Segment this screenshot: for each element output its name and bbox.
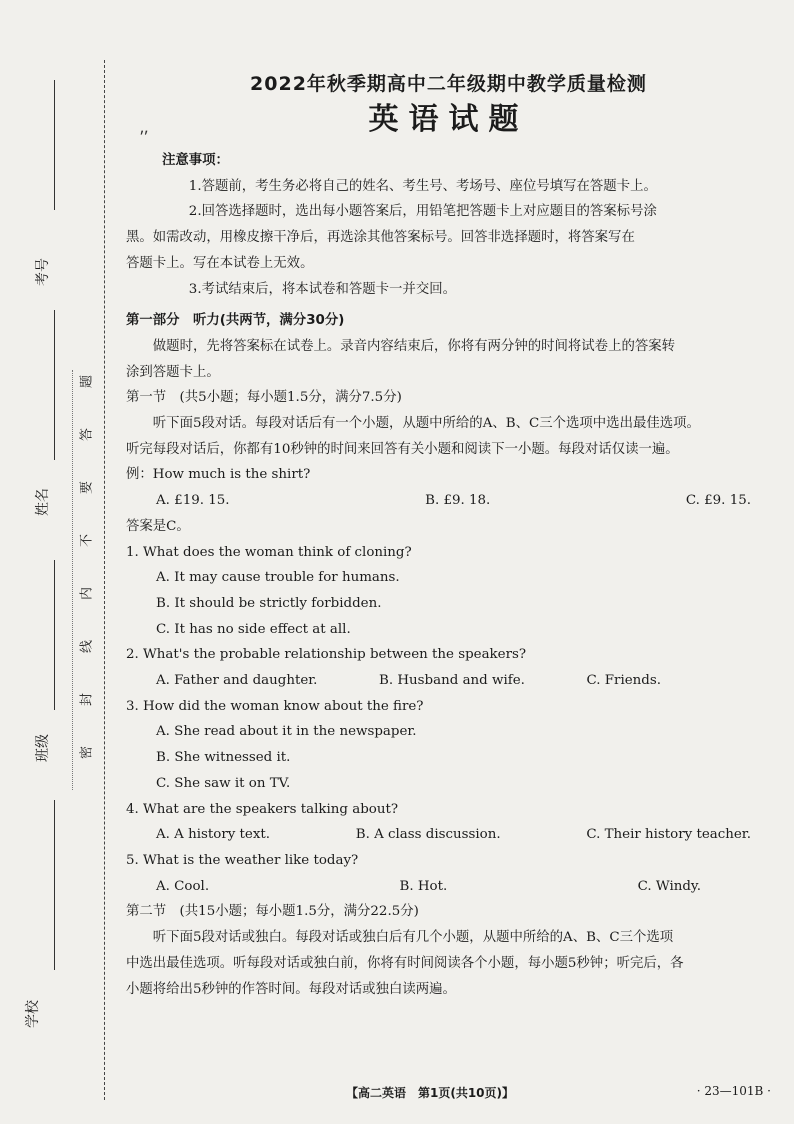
option-b: B. It should be strictly forbidden. <box>156 595 382 611</box>
seal-char: 要 <box>79 481 95 495</box>
pen-mark-icon: ⸴⸴ <box>140 120 149 139</box>
part1-heading: 第一部分 听力(共两节，满分30分) <box>126 313 345 329</box>
example-stem: 例：How much is the shirt? <box>126 467 311 483</box>
cut-line <box>104 60 105 1100</box>
option-a: A. A history text. <box>156 827 271 843</box>
option-c: C. She saw it on TV. <box>156 775 291 791</box>
section2-desc-cont: 小题将给出5秒钟的作答时间。每段对话或独白读两遍。 <box>126 981 456 997</box>
seal-char: 内 <box>79 587 95 601</box>
option-a: A. It may cause trouble for humans. <box>156 570 400 586</box>
margin-label-xingming: 姓名 <box>35 488 51 516</box>
notice-item: 1.答题前，考生务必将自己的姓名、考生号、考场号、座位号填写在答题卡上。 <box>188 178 657 194</box>
kaohao-line <box>54 80 55 210</box>
notice-heading: 注意事项： <box>162 153 229 168</box>
option-a: A. £19. 15. <box>156 493 230 509</box>
banji-line <box>54 560 55 710</box>
exam-title: 2022年秋季期高中二年级期中教学质量检测 <box>250 73 647 95</box>
notice-item-cont: 黑。如需改动，用橡皮擦干净后，再选涂其他答案标号。回答非选择题时，将答案写在 <box>126 230 635 246</box>
seal-line <box>72 370 73 790</box>
question-stem: 1. What does the woman think of cloning? <box>126 544 412 560</box>
question-options <box>126 874 771 900</box>
paper-code: · 23—101B · <box>696 1084 771 1098</box>
page-label: 【高二英语 第1页(共10页)】 <box>346 1086 515 1100</box>
part1-intro-cont: 涂到答题卡上。 <box>126 364 220 380</box>
option-b: B. Hot. <box>399 878 448 894</box>
notice-item: 2.回答选择题时，选出每小题答案后，用铅笔把答题卡上对应题目的答案标号涂 <box>188 204 657 220</box>
section1-desc-cont: 听完每段对话后，你都有10秒钟的时间来回答有关小题和阅读下一小题。每段对话仅读一遍。 <box>126 441 679 457</box>
seal-char: 题 <box>79 375 95 389</box>
margin-label-kaohao: 考号 <box>35 258 51 286</box>
question-options <box>126 668 771 694</box>
seal-char: 线 <box>79 640 95 654</box>
example-answer: 答案是C。 <box>126 518 190 534</box>
binding-margin <box>0 0 110 1124</box>
seal-char: 密 <box>79 746 95 760</box>
xingming-line <box>54 310 55 460</box>
option-c: C. It has no side effect at all. <box>156 621 351 637</box>
exam-content <box>126 70 771 1002</box>
option-b: B. £9. 18. <box>425 493 491 509</box>
option-c: C. Their history teacher. <box>586 827 751 843</box>
question-stem: 4. What are the speakers talking about? <box>126 801 399 817</box>
question-options <box>126 822 771 848</box>
option-c: C. Windy. <box>637 878 701 894</box>
margin-label-xuexiao: 学校 <box>25 1000 41 1028</box>
option-a: A. Father and daughter. <box>156 673 318 689</box>
notice-item-cont: 答题卡上。写在本试卷上无效。 <box>126 255 314 271</box>
option-a: A. She read about it in the newspaper. <box>156 724 417 740</box>
section2-desc-cont: 中选出最佳选项。听每段对话或独白前，你将有时间阅读各个小题，每小题5秒钟；听完后，各 <box>126 955 684 971</box>
example-options <box>126 488 771 514</box>
question-stem: 2. What's the probable relationship between the speakers? <box>126 647 527 663</box>
option-b: B. A class discussion. <box>355 827 501 843</box>
margin-label-banji: 班级 <box>35 734 51 762</box>
seal-char: 不 <box>79 534 95 548</box>
seal-char: 封 <box>79 693 95 707</box>
option-c: C. Friends. <box>586 673 661 689</box>
option-c: C. £9. 15. <box>685 493 751 509</box>
option-b: B. Husband and wife. <box>379 673 525 689</box>
section1-desc: 听下面5段对话。每段对话后有一个小题，从题中所给的A、B、C三个选项中选出最佳选项。 <box>152 416 700 432</box>
section1-heading: 第一节 (共5小题；每小题1.5分，满分7.5分) <box>126 390 402 406</box>
section2-desc: 听下面5段对话或独白。每段对话或独白后有几个小题，从题中所给的A、B、C三个选项 <box>152 930 674 946</box>
option-a: A. Cool. <box>156 878 210 894</box>
option-b: B. She witnessed it. <box>156 750 291 766</box>
seal-char: 答 <box>79 428 95 442</box>
notice-item: 3.考试结束后，将本试卷和答题卡一并交回。 <box>188 281 456 297</box>
question-stem: 3. How did the woman know about the fire? <box>126 698 424 714</box>
part1-intro: 做题时，先将答案标在试卷上。录音内容结束后，你将有两分钟的时间将试卷上的答案转 <box>152 338 676 354</box>
xuexiao-line <box>54 800 55 970</box>
question-stem: 5. What is the weather like today? <box>126 852 359 868</box>
subject-title: 英语试题 <box>368 102 529 137</box>
section2-heading: 第二节 (共15小题；每小题1.5分，满分22.5分) <box>126 904 419 920</box>
